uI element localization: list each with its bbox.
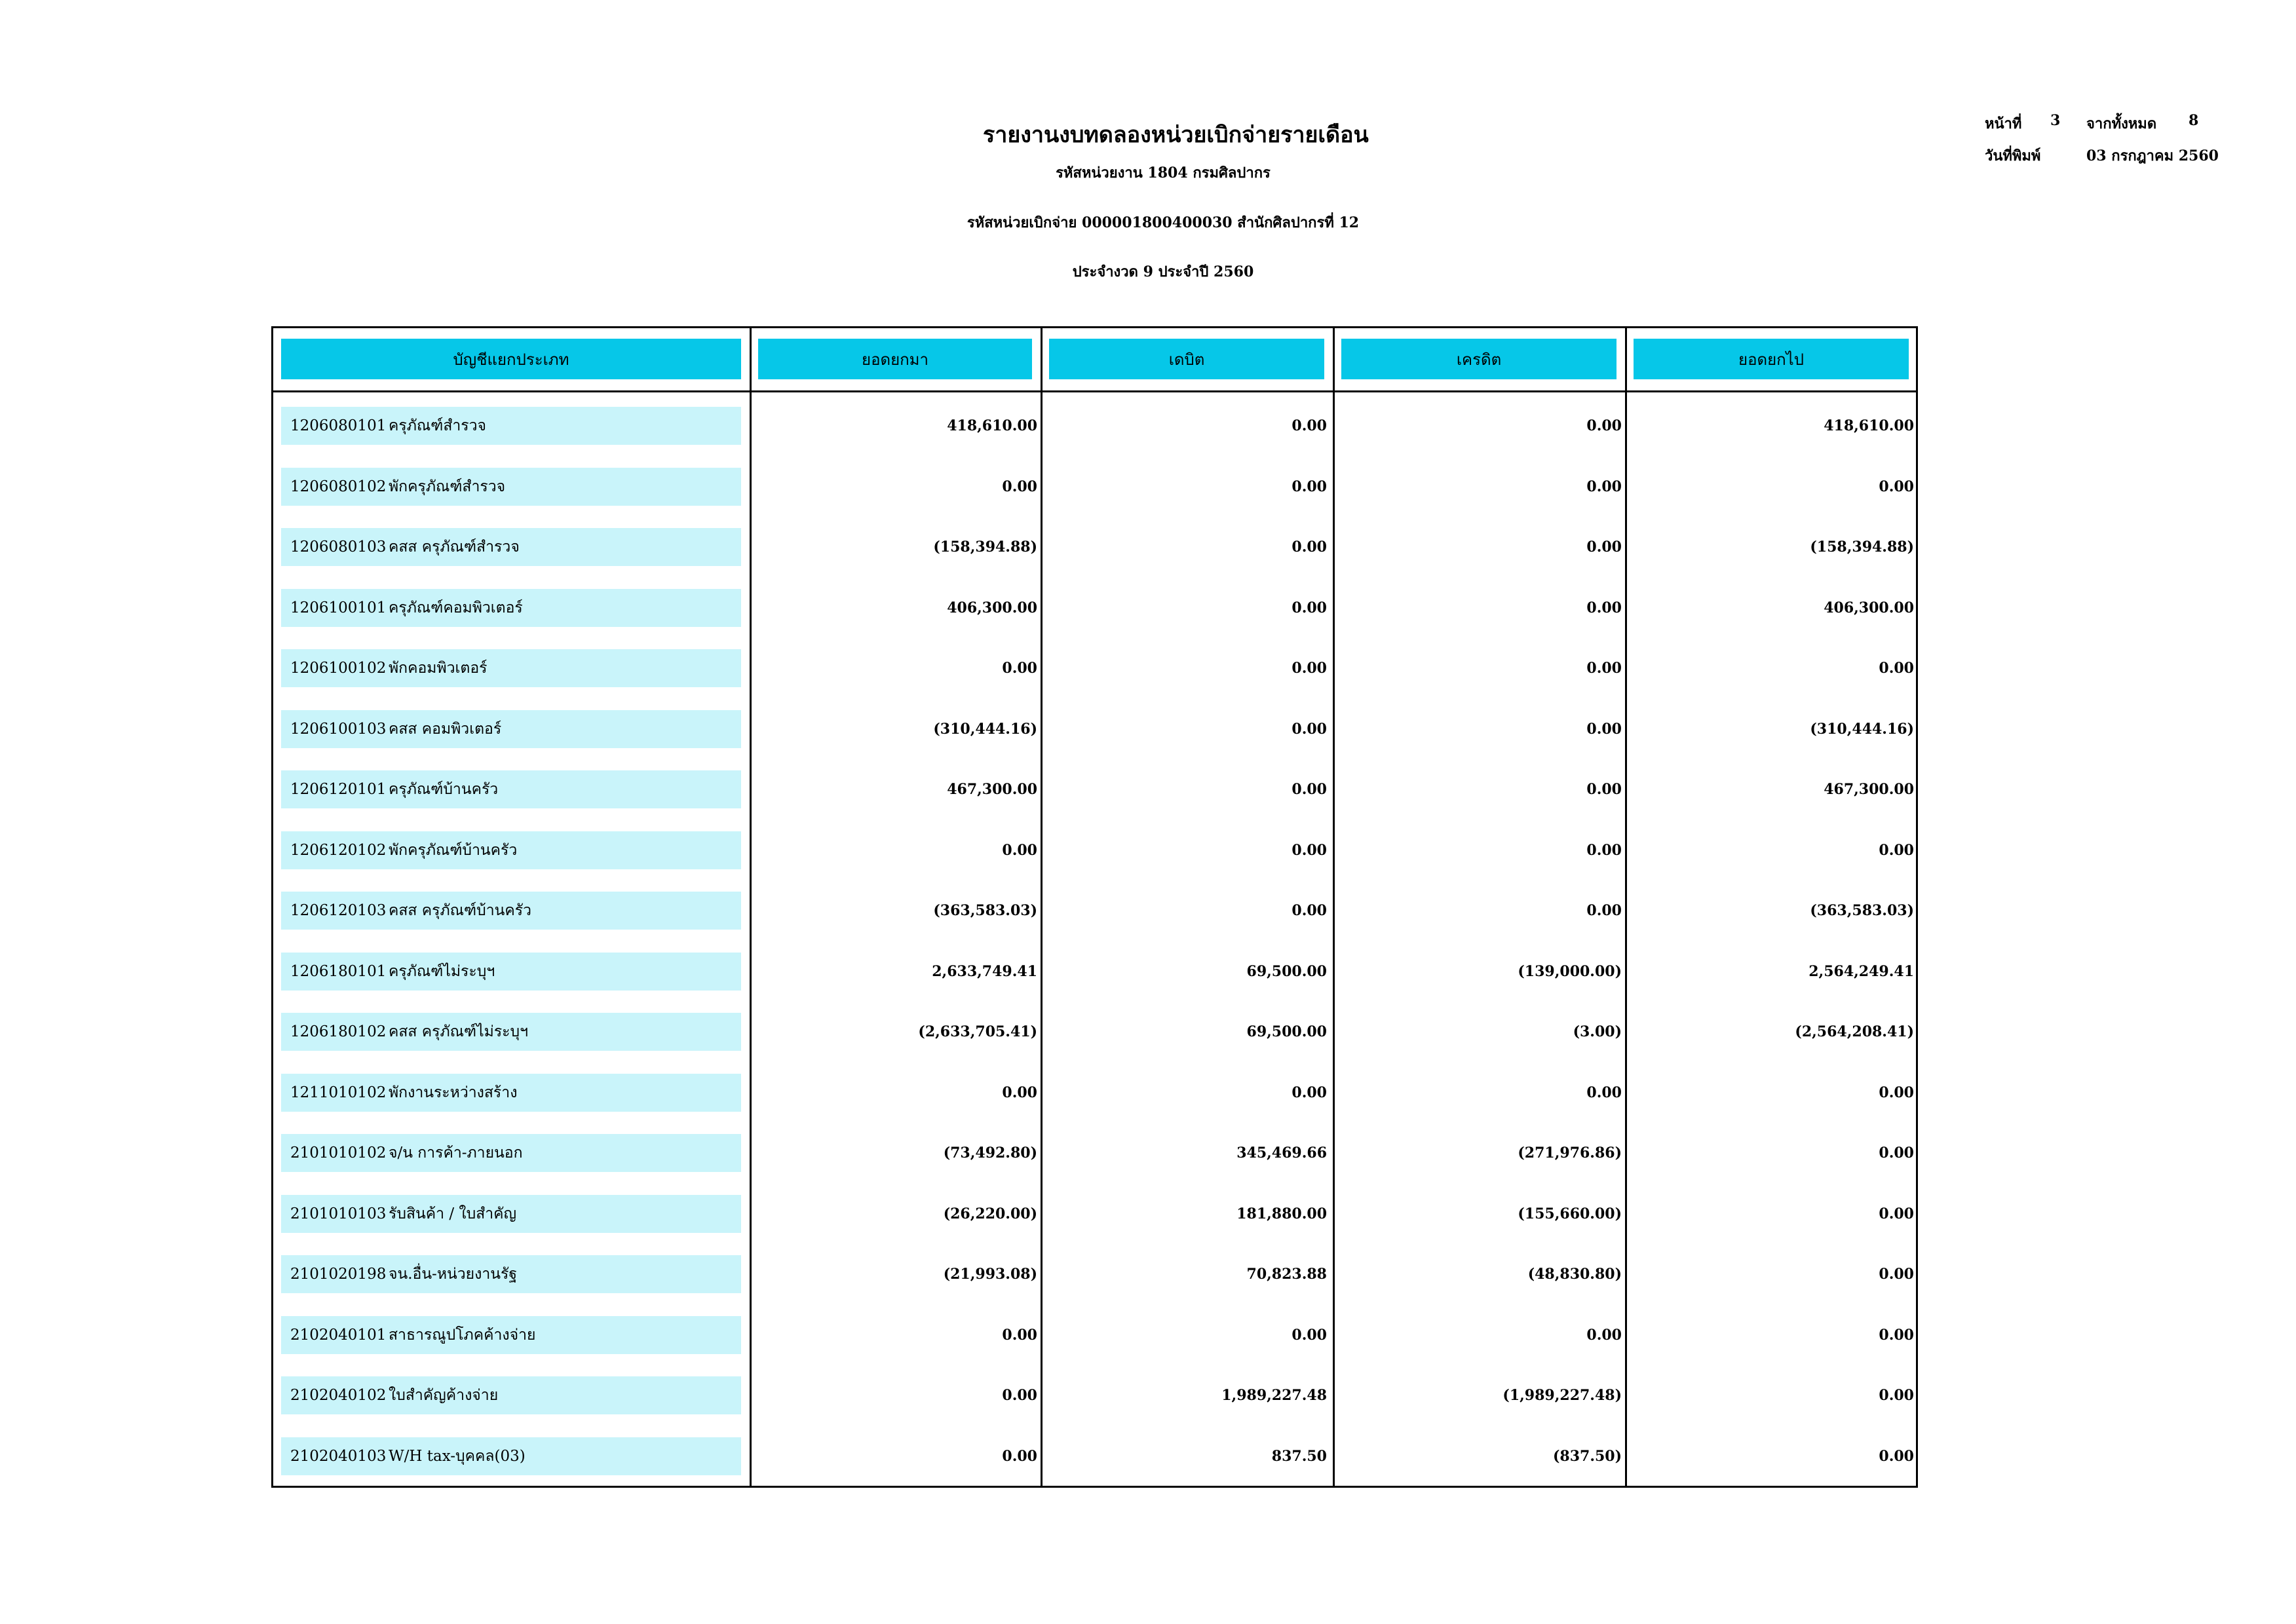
debit-amount: 70,823.88: [1246, 1266, 1327, 1283]
closing-balance: 418,610.00: [1824, 417, 1914, 434]
account-name: จน.อื่น-หน่วยงานรัฐ: [389, 1266, 518, 1283]
account-code: 1206100103: [290, 720, 387, 738]
closing-balance: 0.00: [1879, 478, 1914, 495]
account-cell: [281, 468, 741, 506]
closing-balance: 0.00: [1879, 1144, 1914, 1161]
account-cell: [281, 528, 741, 566]
account-name: พักครุภัณฑ์สำรวจ: [389, 478, 506, 495]
opening-balance: 0.00: [1002, 660, 1037, 677]
closing-balance: 0.00: [1879, 1266, 1914, 1283]
debit-amount: 837.50: [1271, 1447, 1327, 1465]
total-pages: 8: [2189, 112, 2199, 129]
debit-amount: 0.00: [1292, 841, 1327, 859]
debit-amount: 0.00: [1292, 538, 1327, 556]
report-header: [0, 0, 2296, 295]
account-cell: [281, 953, 741, 991]
account-cell: [281, 1255, 741, 1293]
account-code: 2102040103: [290, 1447, 387, 1465]
credit-amount: (3.00): [1573, 1023, 1622, 1040]
opening-balance: (26,220.00): [943, 1205, 1037, 1222]
account-code: 1206120101: [290, 781, 387, 798]
account-name: พักคอมพิวเตอร์: [389, 660, 488, 677]
account-cell: [281, 892, 741, 930]
closing-balance: 0.00: [1879, 660, 1914, 677]
closing-balance: 0.00: [1879, 841, 1914, 859]
table-row: [273, 1059, 1916, 1120]
opening-balance: 0.00: [1002, 478, 1037, 495]
credit-amount: (139,000.00): [1518, 962, 1622, 980]
credit-amount: 0.00: [1586, 599, 1622, 616]
credit-amount: 0.00: [1586, 538, 1622, 556]
account-cell: [281, 1074, 741, 1112]
account-code: 2101010103: [290, 1205, 387, 1222]
debit-amount: 0.00: [1292, 599, 1327, 616]
table-row: [273, 817, 1916, 878]
debit-amount: 69,500.00: [1246, 1023, 1327, 1040]
account-name: คสส ครุภัณฑ์ไม่ระบุฯ: [389, 1023, 529, 1040]
account-code: 2101010102: [290, 1144, 387, 1161]
account-cell: [281, 1376, 741, 1414]
table-row: [273, 998, 1916, 1059]
credit-amount: 0.00: [1586, 720, 1622, 738]
column-header-credit: เครดิต: [1341, 339, 1617, 379]
account-code: 1206180101: [290, 962, 387, 980]
account-cell: [281, 1013, 741, 1051]
total-pages-label: จากทั้งหมด: [2086, 115, 2157, 132]
table-row: [273, 392, 1916, 453]
page-label: หน้าที่: [1985, 115, 2022, 132]
credit-amount: (48,830.80): [1527, 1266, 1622, 1283]
table-row: [273, 877, 1916, 938]
table-header: [273, 328, 1916, 392]
debit-amount: 0.00: [1292, 902, 1327, 919]
account-cell: [281, 649, 741, 687]
debit-amount: 0.00: [1292, 720, 1327, 738]
opening-balance: (310,444.16): [933, 720, 1037, 738]
table-row: [273, 453, 1916, 514]
credit-amount: 0.00: [1586, 478, 1622, 495]
column-header-debit: เดบิต: [1049, 339, 1324, 379]
closing-balance: (2,564,208.41): [1795, 1023, 1914, 1040]
account-name: พักครุภัณฑ์บ้านครัว: [389, 841, 518, 859]
opening-balance: 0.00: [1002, 841, 1037, 859]
account-code: 1206080103: [290, 538, 387, 556]
account-cell: [281, 1437, 741, 1475]
account-name: ครุภัณฑ์สำรวจ: [389, 417, 487, 434]
credit-amount: 0.00: [1586, 1084, 1622, 1101]
page-info: [1985, 112, 2260, 132]
print-date: 03 กรกฎาคม 2560: [2086, 147, 2219, 164]
table-row: [273, 1241, 1916, 1302]
print-date-info: [1985, 144, 2260, 164]
account-cell: [281, 1134, 741, 1172]
page-number: 3: [2050, 112, 2061, 129]
table-body: [273, 392, 1916, 1486]
opening-balance: (21,993.08): [943, 1266, 1037, 1283]
opening-balance: 0.00: [1002, 1447, 1037, 1465]
opening-balance: (73,492.80): [943, 1144, 1037, 1161]
trial-balance-table: [271, 326, 1918, 1488]
closing-balance: 2,564,249.41: [1808, 962, 1914, 980]
debit-amount: 0.00: [1292, 781, 1327, 798]
debit-amount: 181,880.00: [1236, 1205, 1327, 1222]
print-date-label: วันที่พิมพ์: [1985, 147, 2041, 164]
table-row: [273, 696, 1916, 757]
report-title: รายงานงบทดลองหน่วยเบิกจ่ายรายเดือน: [983, 122, 1369, 148]
opening-balance: 2,633,749.41: [932, 962, 1037, 980]
closing-balance: (158,394.88): [1810, 538, 1914, 556]
account-code: 2101020198: [290, 1266, 387, 1283]
opening-balance: (158,394.88): [933, 538, 1037, 556]
account-cell: [281, 407, 741, 445]
credit-amount: 0.00: [1586, 841, 1622, 859]
account-name: ครุภัณฑ์บ้านครัว: [389, 781, 499, 798]
account-cell: [281, 1316, 741, 1354]
agency-line: รหัสหน่วยงาน 1804 กรมศิลปากร: [1056, 164, 1271, 181]
table-row: [273, 575, 1916, 635]
debit-amount: 0.00: [1292, 1084, 1327, 1101]
table-row: [273, 938, 1916, 999]
account-code: 1206120103: [290, 902, 387, 919]
period-line: ประจำงวด 9 ประจำปี 2560: [1072, 263, 1254, 280]
account-name: ครุภัณฑ์ไม่ระบุฯ: [389, 962, 495, 980]
column-header-account: บัญชีแยกประเภท: [281, 339, 741, 379]
account-cell: [281, 710, 741, 748]
debit-amount: 69,500.00: [1246, 962, 1327, 980]
column-header-opening: ยอดยกมา: [758, 339, 1032, 379]
opening-balance: (363,583.03): [933, 902, 1037, 919]
opening-balance: 467,300.00: [947, 781, 1037, 798]
account-name: คสส ครุภัณฑ์บ้านครัว: [389, 902, 531, 919]
credit-amount: 0.00: [1586, 1326, 1622, 1344]
debit-amount: 0.00: [1292, 660, 1327, 677]
credit-amount: 0.00: [1586, 660, 1622, 677]
table-row: [273, 1362, 1916, 1423]
opening-balance: 0.00: [1002, 1387, 1037, 1404]
table-row: [273, 514, 1916, 575]
opening-balance: 406,300.00: [947, 599, 1037, 616]
table-row: [273, 635, 1916, 696]
account-name: ใบสำคัญค้างจ่าย: [389, 1387, 499, 1404]
account-name: รับสินค้า / ใบสำคัญ: [389, 1205, 517, 1222]
closing-balance: 0.00: [1879, 1205, 1914, 1222]
account-cell: [281, 831, 741, 869]
debit-amount: 0.00: [1292, 417, 1327, 434]
debit-amount: 0.00: [1292, 478, 1327, 495]
account-code: 2102040101: [290, 1326, 387, 1344]
account-cell: [281, 589, 741, 627]
debit-amount: 0.00: [1292, 1326, 1327, 1344]
account-name: พักงานระหว่างสร้าง: [389, 1084, 518, 1101]
credit-amount: 0.00: [1586, 781, 1622, 798]
account-code: 1206120102: [290, 841, 387, 859]
account-name: คสส คอมพิวเตอร์: [389, 720, 502, 738]
table-row: [273, 756, 1916, 817]
closing-balance: 0.00: [1879, 1387, 1914, 1404]
account-cell: [281, 1195, 741, 1233]
account-code: 1211010102: [290, 1084, 387, 1101]
table-row: [273, 1180, 1916, 1241]
closing-balance: 0.00: [1879, 1326, 1914, 1344]
debit-amount: 1,989,227.48: [1221, 1387, 1327, 1404]
table-row: [273, 1302, 1916, 1363]
table-row: [273, 1120, 1916, 1180]
account-name: ครุภัณฑ์คอมพิวเตอร์: [389, 599, 523, 616]
account-code: 1206100101: [290, 599, 387, 616]
opening-balance: (2,633,705.41): [918, 1023, 1037, 1040]
credit-amount: (1,989,227.48): [1502, 1387, 1622, 1404]
account-name: จ/น การค้า-ภายนอก: [389, 1144, 523, 1161]
account-cell: [281, 770, 741, 808]
opening-balance: 0.00: [1002, 1326, 1037, 1344]
closing-balance: 406,300.00: [1824, 599, 1914, 616]
account-code: 1206080102: [290, 478, 387, 495]
account-name: คสส ครุภัณฑ์สำรวจ: [389, 538, 520, 556]
account-code: 2102040102: [290, 1387, 387, 1404]
opening-balance: 0.00: [1002, 1084, 1037, 1101]
column-header-closing: ยอดยกไป: [1634, 339, 1909, 379]
closing-balance: 0.00: [1879, 1447, 1914, 1465]
credit-amount: (155,660.00): [1518, 1205, 1622, 1222]
table-row: [273, 1423, 1916, 1484]
account-code: 1206100102: [290, 660, 387, 677]
credit-amount: 0.00: [1586, 902, 1622, 919]
account-name: W/H tax-บุคคล(03): [389, 1447, 526, 1465]
closing-balance: (310,444.16): [1810, 720, 1914, 738]
credit-amount: 0.00: [1586, 417, 1622, 434]
opening-balance: 418,610.00: [947, 417, 1037, 434]
disbursing-unit-line: รหัสหน่วยเบิกจ่าย 000001800400030 สำนักศิลปากรที่ 12: [966, 214, 1360, 231]
credit-amount: (271,976.86): [1518, 1144, 1622, 1161]
credit-amount: (837.50): [1552, 1447, 1622, 1465]
account-code: 1206180102: [290, 1023, 387, 1040]
closing-balance: (363,583.03): [1810, 902, 1914, 919]
closing-balance: 0.00: [1879, 1084, 1914, 1101]
debit-amount: 345,469.66: [1236, 1144, 1327, 1161]
account-name: สาธารณูปโภคค้างจ่าย: [389, 1326, 536, 1344]
closing-balance: 467,300.00: [1824, 781, 1914, 798]
account-code: 1206080101: [290, 417, 387, 434]
